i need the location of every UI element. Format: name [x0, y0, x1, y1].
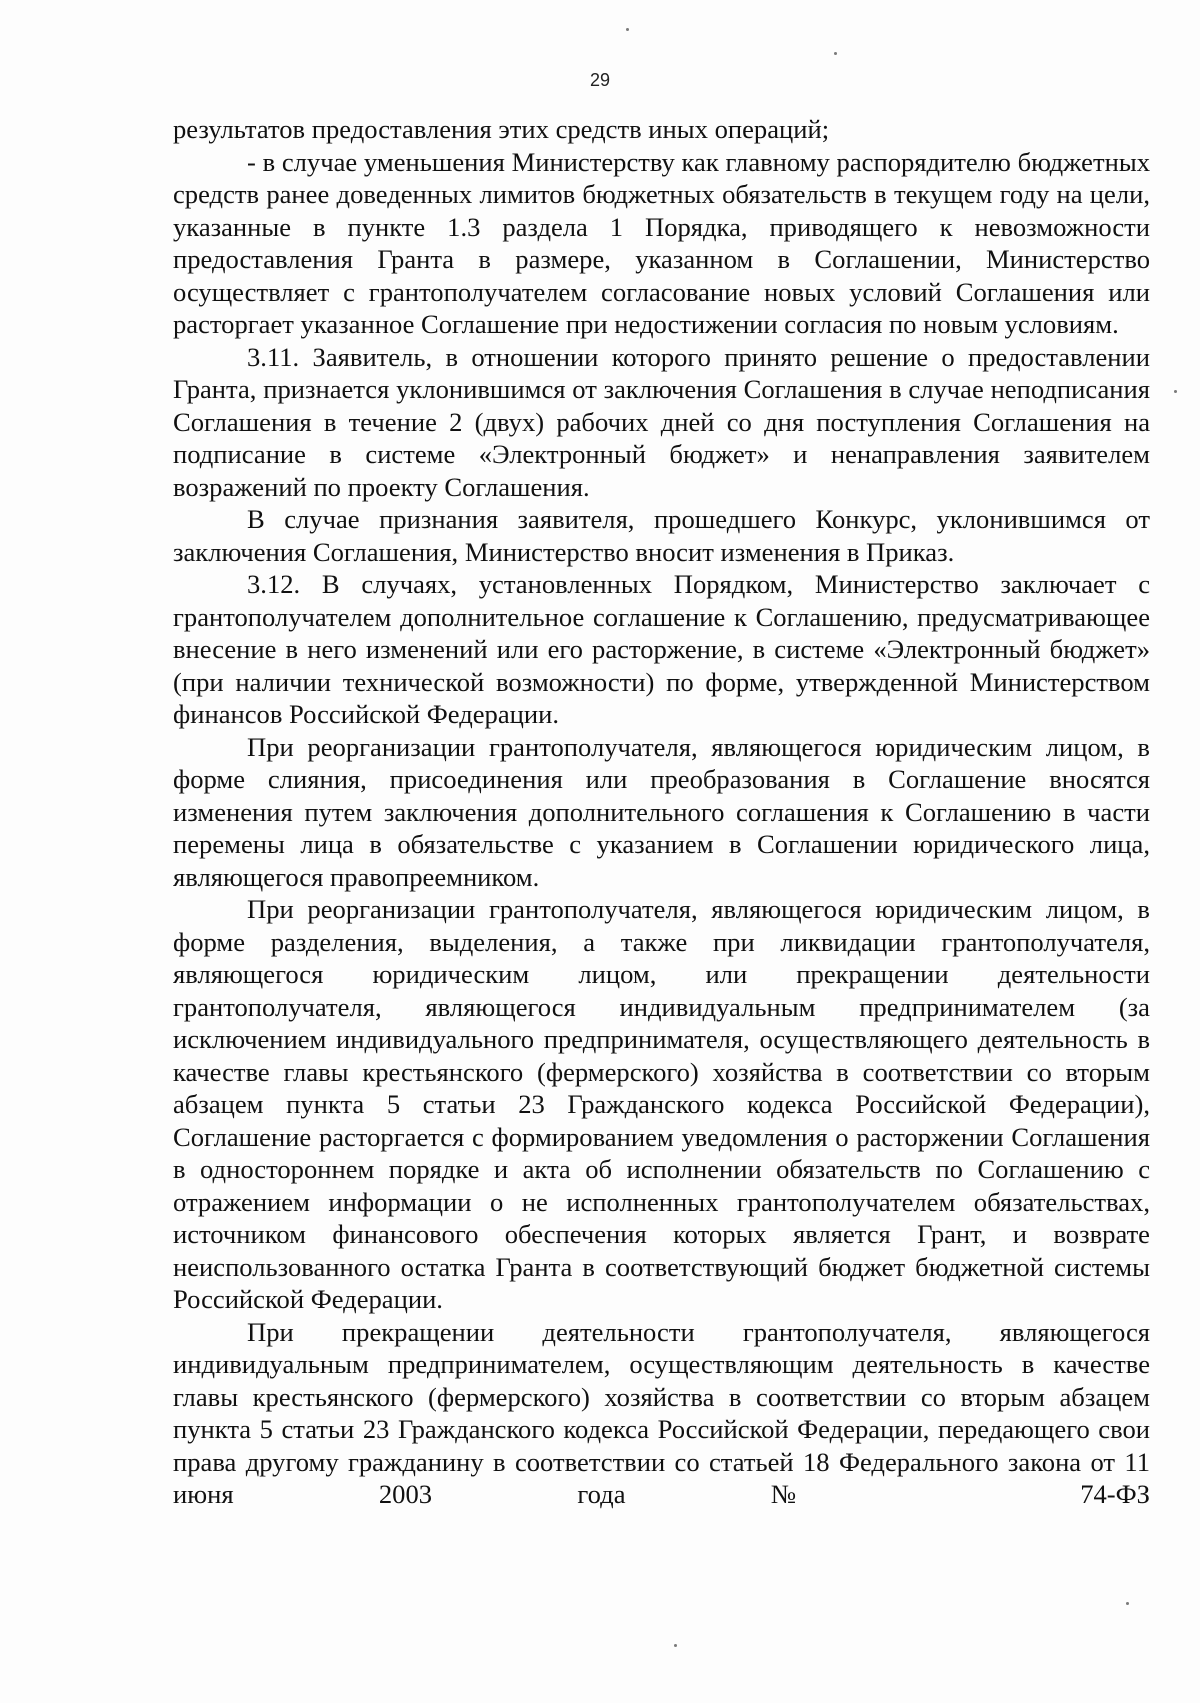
- paragraph-budget-reduction: - в случае уменьшения Министерству как главному распорядителю бюджетных средств ранее доведенных лимитов бюджетных обязательств в текущем году на цели, указанные в пункте 1.3 раздела 1 Порядка, приводящего к невозможности предоставления Гранта в размере, указанном в Соглашении, Министерство осуществляет с грантополучателем согласование новых условий Соглашения или расторгает указанное Соглашение при недостижении согласия по новым условиям.: [173, 146, 1150, 339]
- body-text: [173, 113, 1150, 1511]
- paragraph-reorganization-division: При реорганизации грантополучателя, являющегося юридическим лицом, в форме разделения, выделения, а также при ликвидации грантополучателя, являющегося юридическим лицом, или прекращении деятельности грантополучателя, являющегося индивидуальным предпринимателем (за исключением индивидуального предпринимателя, осуществляющего деятельность в качестве главы крестьянского (фермерского) хозяйства в соответствии со вторым абзацем пункта 5 статьи 23 Гражданского кодекса Российской Федерации), Соглашение расторгается с формированием уведомления о расторжении Соглашения в одностороннем порядке и акта об исполнении обязательств по Соглашению с отражением информации о не исполненных грантополучателем обязательствах, источником финансового обеспечения которых является Грант, и возврате неиспользованного остатка Гранта в соответствующий бюджет бюджетной системы Российской Федерации.: [173, 894, 1150, 1314]
- paragraph-reorganization-merger: При реорганизации грантополучателя, являющегося юридическим лицом, в форме слияния, присоединения или преобразования в Соглашение вносятся изменения путем заключения дополнительного соглашения к Соглашению в части перемены лица в обязательстве с указанием в Соглашении юридического лица, являющегося правопреемником.: [173, 731, 1150, 892]
- page-number: 29: [589, 70, 611, 90]
- scan-speck: [674, 1644, 677, 1647]
- scan-speck: [1126, 1602, 1129, 1605]
- paragraph-continuation: результатов предоставления этих средств иных операций;: [173, 114, 830, 144]
- scan-speck: [834, 52, 837, 55]
- paragraph-3-12: 3.12. В случаях, установленных Порядком, Министерство заключает с грантополучателем дополнительное соглашение к Соглашению, предусматривающее внесение в него изменений или его расторжение, в системе «Электронный бюджет» (при наличии технической возможности) по форме, утвержденной Министерством финансов Российской Федерации.: [173, 569, 1150, 729]
- paragraph-3-11: 3.11. Заявитель, в отношении которого принято решение о предоставлении Гранта, признается уклонившимся от заключения Соглашения в случае неподписания Соглашения в течение 2 (двух) рабочих дней со дня поступления Соглашения на подписание в системе «Электронный бюджет» и ненаправления заявителем возражений по проекту Соглашения.: [173, 341, 1150, 502]
- scan-speck: [1174, 390, 1177, 393]
- scan-speck: [626, 28, 629, 31]
- paragraph-evasion-consequence: В случае признания заявителя, прошедшего Конкурс, уклонившимся от заключения Соглашения, Министерство вносит изменения в Приказ.: [173, 504, 1150, 567]
- paragraph-farm-termination: При прекращении деятельности грантополучателя, являющегося индивидуальным предпринимателем, осуществляющим деятельность в качестве главы крестьянского (фермерского) хозяйства в соответствии со вторым абзацем пункта 5 статьи 23 Гражданского кодекса Российской Федерации, передающего свои права другому гражданину в соответствии со статьей 18 Федерального закона от 11 июня 2003 года № 74-ФЗ: [173, 1316, 1150, 1509]
